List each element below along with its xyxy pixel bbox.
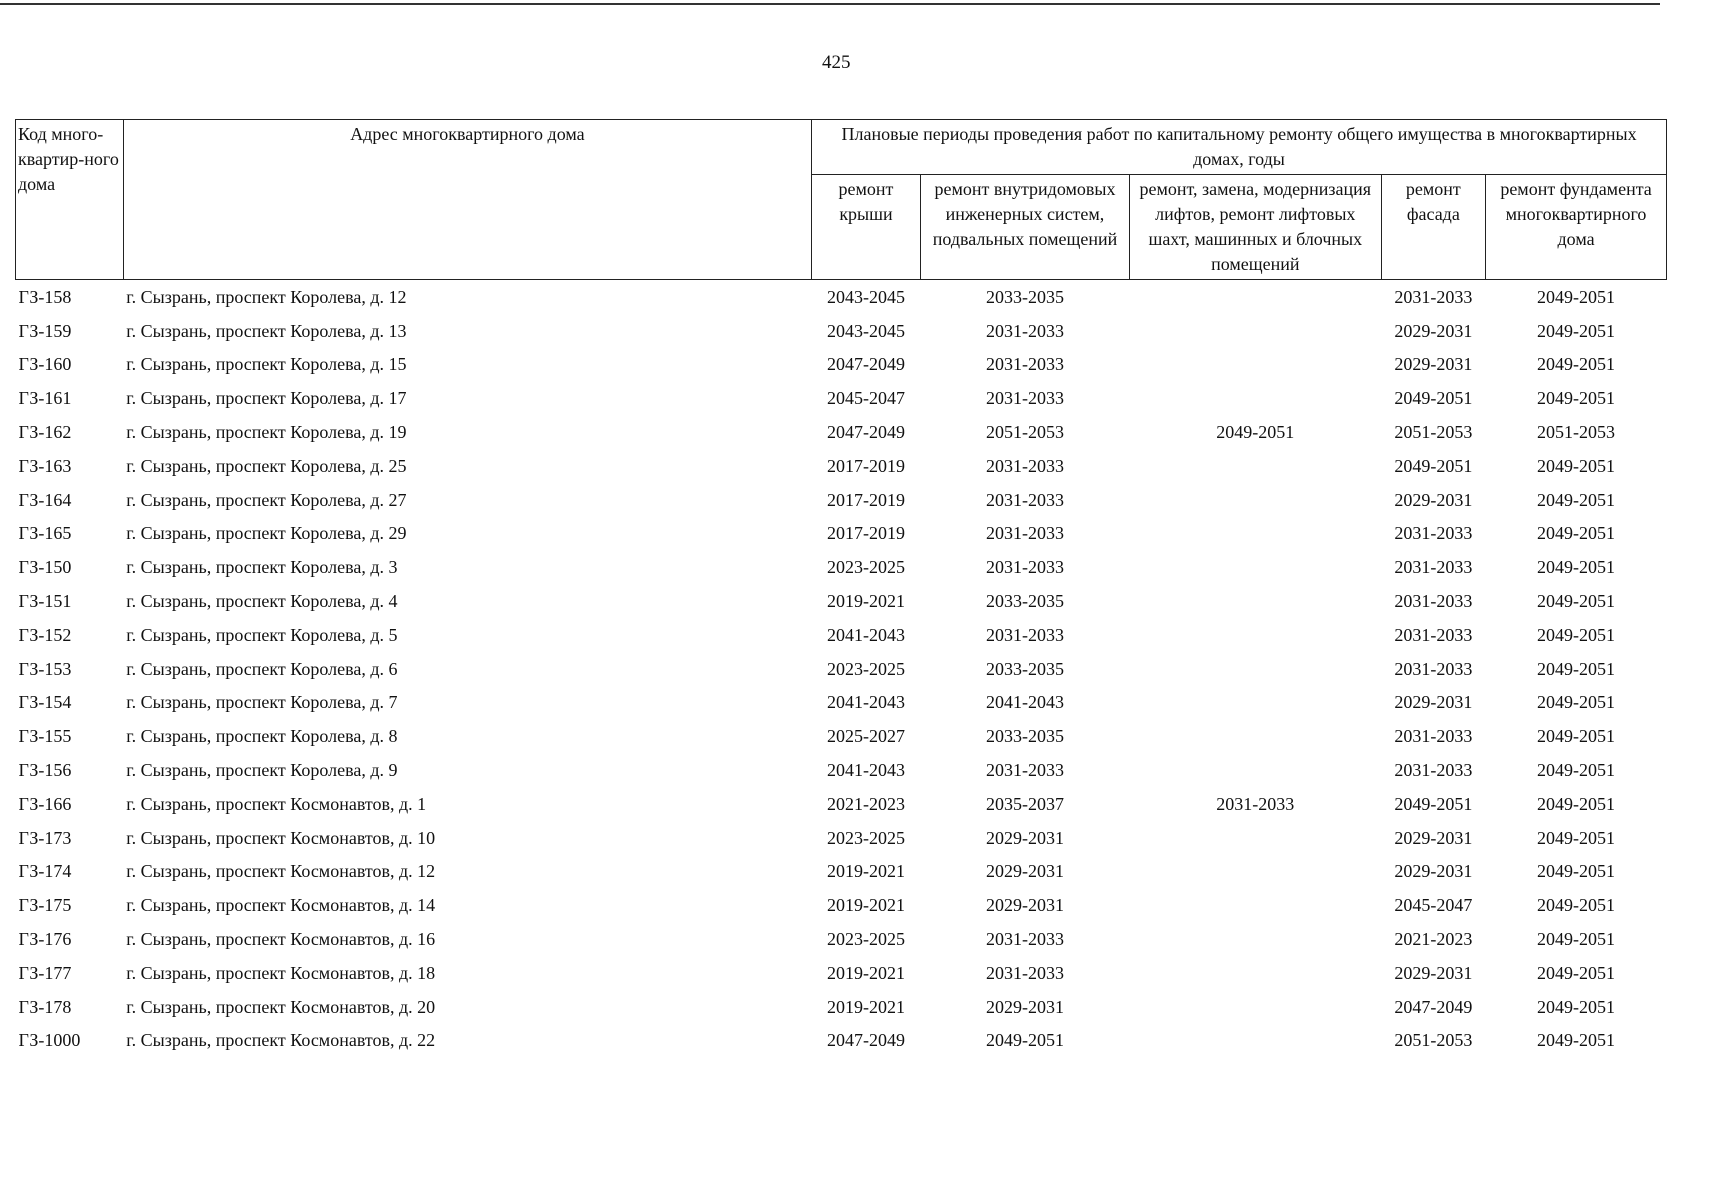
cell-foundation: 2049-2051	[1537, 726, 1616, 747]
table-row	[16, 855, 1667, 889]
cell-engineering: 2033-2035	[985, 286, 1064, 307]
cell-facade: 2051-2053	[1394, 1030, 1473, 1051]
cell-facade: 2031-2033	[1394, 624, 1473, 645]
table-row	[16, 1024, 1667, 1058]
cell-foundation: 2049-2051	[1537, 1030, 1616, 1051]
cell-engineering: 2029-2031	[985, 895, 1064, 916]
cell-code: ГЗ-161	[18, 388, 72, 409]
cell-code: ГЗ-178	[18, 996, 72, 1017]
cell-engineering: 2029-2031	[985, 827, 1064, 848]
cell-elevators	[1130, 483, 1382, 517]
cell-engineering: 2035-2037	[985, 793, 1064, 814]
cell-facade: 2029-2031	[1394, 962, 1473, 983]
repair-schedule-table	[15, 119, 1667, 1057]
cell-address: г. Сызрань, проспект Космонавтов, д. 16	[126, 929, 436, 950]
cell-elevators	[1130, 719, 1382, 753]
top-rule	[0, 3, 1660, 5]
table-row	[16, 483, 1667, 517]
cell-elevators	[1130, 584, 1382, 618]
cell-code: ГЗ-162	[18, 422, 72, 443]
cell-facade: 2049-2051	[1394, 793, 1473, 814]
cell-facade: 2029-2031	[1394, 320, 1473, 341]
cell-code: ГЗ-173	[18, 827, 72, 848]
cell-facade: 2029-2031	[1394, 692, 1473, 713]
cell-address: г. Сызрань, проспект Космонавтов, д. 22	[126, 1030, 436, 1051]
cell-foundation: 2049-2051	[1537, 624, 1616, 645]
cell-address: г. Сызрань, проспект Королева, д. 5	[126, 624, 398, 645]
table-row	[16, 449, 1667, 483]
cell-engineering: 2031-2033	[985, 760, 1064, 781]
cell-engineering: 2031-2033	[985, 624, 1064, 645]
cell-code: ГЗ-1000	[18, 1030, 81, 1051]
cell-roof: 2045-2047	[826, 388, 905, 409]
header-engineering: ремонт внутридомовых инженерных систем, подвальных помещений	[920, 175, 1129, 280]
cell-address: г. Сызрань, проспект Королева, д. 25	[126, 455, 407, 476]
cell-roof: 2019-2021	[826, 962, 905, 983]
cell-facade: 2049-2051	[1394, 388, 1473, 409]
cell-code: ГЗ-150	[18, 557, 72, 578]
cell-roof: 2019-2021	[826, 895, 905, 916]
cell-engineering: 2031-2033	[985, 354, 1064, 375]
table-row	[16, 821, 1667, 855]
cell-code: ГЗ-152	[18, 624, 72, 645]
table-header	[16, 120, 1667, 280]
cell-address: г. Сызрань, проспект Королева, д. 3	[126, 557, 398, 578]
cell-address: г. Сызрань, проспект Королева, д. 8	[126, 726, 398, 747]
cell-address: г. Сызрань, проспект Королева, д. 17	[126, 388, 407, 409]
cell-facade: 2029-2031	[1394, 354, 1473, 375]
cell-foundation: 2049-2051	[1537, 793, 1616, 814]
cell-address: г. Сызрань, проспект Королева, д. 27	[126, 489, 407, 510]
cell-elevators	[1130, 348, 1382, 382]
table-row	[16, 753, 1667, 787]
cell-elevators	[1130, 550, 1382, 584]
cell-elevators	[1130, 618, 1382, 652]
cell-foundation: 2049-2051	[1537, 591, 1616, 612]
cell-foundation: 2049-2051	[1537, 523, 1616, 544]
cell-engineering: 2031-2033	[985, 523, 1064, 544]
cell-code: ГЗ-164	[18, 489, 72, 510]
cell-engineering: 2031-2033	[985, 489, 1064, 510]
cell-foundation: 2049-2051	[1537, 996, 1616, 1017]
cell-facade: 2049-2051	[1394, 455, 1473, 476]
cell-foundation: 2049-2051	[1537, 827, 1616, 848]
cell-address: г. Сызрань, проспект Королева, д. 6	[126, 658, 398, 679]
cell-roof: 2023-2025	[826, 827, 905, 848]
table-body	[16, 280, 1667, 1058]
cell-elevators	[1130, 449, 1382, 483]
cell-address: г. Сызрань, проспект Космонавтов, д. 18	[126, 962, 436, 983]
cell-elevators: 2049-2051	[1216, 422, 1295, 443]
cell-roof: 2023-2025	[826, 658, 905, 679]
cell-roof: 2047-2049	[826, 1030, 905, 1051]
cell-code: ГЗ-174	[18, 861, 72, 882]
cell-facade: 2031-2033	[1394, 286, 1473, 307]
cell-engineering: 2031-2033	[985, 388, 1064, 409]
table-row	[16, 652, 1667, 686]
cell-foundation: 2049-2051	[1537, 455, 1616, 476]
cell-elevators	[1130, 517, 1382, 551]
cell-address: г. Сызрань, проспект Космонавтов, д. 14	[126, 895, 436, 916]
cell-roof: 2041-2043	[826, 760, 905, 781]
cell-address: г. Сызрань, проспект Королева, д. 9	[126, 760, 398, 781]
cell-foundation: 2049-2051	[1537, 658, 1616, 679]
cell-elevators	[1130, 280, 1382, 314]
cell-facade: 2031-2033	[1394, 658, 1473, 679]
cell-engineering: 2029-2031	[985, 861, 1064, 882]
cell-engineering: 2033-2035	[985, 726, 1064, 747]
cell-roof: 2017-2019	[826, 523, 905, 544]
header-code: Код много-квартир-ного дома	[16, 120, 124, 280]
cell-facade: 2021-2023	[1394, 929, 1473, 950]
cell-foundation: 2049-2051	[1537, 962, 1616, 983]
cell-elevators	[1130, 821, 1382, 855]
cell-elevators	[1130, 686, 1382, 720]
table-row	[16, 550, 1667, 584]
cell-code: ГЗ-151	[18, 591, 72, 612]
cell-roof: 2043-2045	[826, 286, 905, 307]
table-row	[16, 922, 1667, 956]
cell-code: ГЗ-155	[18, 726, 72, 747]
cell-code: ГЗ-156	[18, 760, 72, 781]
cell-address: г. Сызрань, проспект Королева, д. 12	[126, 286, 407, 307]
cell-elevators	[1130, 855, 1382, 889]
cell-address: г. Сызрань, проспект Королева, д. 19	[126, 422, 407, 443]
cell-roof: 2019-2021	[826, 861, 905, 882]
cell-code: ГЗ-177	[18, 962, 72, 983]
cell-roof: 2047-2049	[826, 422, 905, 443]
cell-code: ГЗ-165	[18, 523, 72, 544]
header-facade: ремонт фасада	[1381, 175, 1486, 280]
header-address: Адрес многоквартирного дома	[123, 120, 811, 280]
cell-elevators	[1130, 1024, 1382, 1058]
cell-address: г. Сызрань, проспект Космонавтов, д. 12	[126, 861, 436, 882]
table-row	[16, 686, 1667, 720]
cell-facade: 2029-2031	[1394, 827, 1473, 848]
table-row	[16, 719, 1667, 753]
cell-foundation: 2051-2053	[1537, 422, 1616, 443]
table-row	[16, 381, 1667, 415]
cell-facade: 2031-2033	[1394, 523, 1473, 544]
cell-facade: 2031-2033	[1394, 557, 1473, 578]
cell-code: ГЗ-160	[18, 354, 72, 375]
table-row	[16, 990, 1667, 1024]
cell-code: ГЗ-158	[18, 286, 72, 307]
cell-roof: 2019-2021	[826, 591, 905, 612]
cell-code: ГЗ-163	[18, 455, 72, 476]
cell-roof: 2023-2025	[826, 557, 905, 578]
table-row	[16, 517, 1667, 551]
cell-elevators	[1130, 922, 1382, 956]
table-row	[16, 956, 1667, 990]
cell-elevators	[1130, 753, 1382, 787]
cell-foundation: 2049-2051	[1537, 929, 1616, 950]
cell-engineering: 2049-2051	[985, 1030, 1064, 1051]
table-row	[16, 280, 1667, 314]
cell-engineering: 2031-2033	[985, 320, 1064, 341]
page-number: 425	[822, 52, 851, 73]
cell-facade: 2047-2049	[1394, 996, 1473, 1017]
header-periods-group: Плановые периоды проведения работ по капитальному ремонту общего имущества в многоквартирных домах, годы	[812, 120, 1667, 175]
cell-facade: 2031-2033	[1394, 760, 1473, 781]
cell-facade: 2029-2031	[1394, 861, 1473, 882]
cell-foundation: 2049-2051	[1537, 354, 1616, 375]
cell-facade: 2051-2053	[1394, 422, 1473, 443]
cell-facade: 2031-2033	[1394, 726, 1473, 747]
cell-roof: 2041-2043	[826, 692, 905, 713]
cell-engineering: 2031-2033	[985, 929, 1064, 950]
cell-address: г. Сызрань, проспект Королева, д. 29	[126, 523, 407, 544]
cell-address: г. Сызрань, проспект Космонавтов, д. 10	[126, 827, 436, 848]
cell-foundation: 2049-2051	[1537, 557, 1616, 578]
cell-elevators	[1130, 888, 1382, 922]
cell-engineering: 2033-2035	[985, 591, 1064, 612]
cell-foundation: 2049-2051	[1537, 861, 1616, 882]
cell-roof: 2043-2045	[826, 320, 905, 341]
cell-code: ГЗ-153	[18, 658, 72, 679]
cell-roof: 2021-2023	[826, 793, 905, 814]
header-foundation: ремонт фундамента многоквартирного дома	[1486, 175, 1667, 280]
cell-elevators	[1130, 652, 1382, 686]
cell-facade: 2045-2047	[1394, 895, 1473, 916]
cell-elevators	[1130, 381, 1382, 415]
cell-address: г. Сызрань, проспект Космонавтов, д. 1	[126, 793, 427, 814]
cell-engineering: 2029-2031	[985, 996, 1064, 1017]
cell-code: ГЗ-154	[18, 692, 72, 713]
table-row	[16, 618, 1667, 652]
cell-elevators	[1130, 314, 1382, 348]
cell-address: г. Сызрань, проспект Королева, д. 4	[126, 591, 398, 612]
cell-elevators: 2031-2033	[1216, 793, 1295, 814]
cell-foundation: 2049-2051	[1537, 760, 1616, 781]
cell-engineering: 2031-2033	[985, 557, 1064, 578]
table-row	[16, 314, 1667, 348]
cell-elevators	[1130, 990, 1382, 1024]
cell-code: ГЗ-176	[18, 929, 72, 950]
cell-foundation: 2049-2051	[1537, 489, 1616, 510]
cell-foundation: 2049-2051	[1537, 320, 1616, 341]
header-elevators: ремонт, замена, модернизация лифтов, ремонт лифтовых шахт, машинных и блочных помещений	[1130, 175, 1382, 280]
table-row	[16, 888, 1667, 922]
header-roof: ремонт крыши	[812, 175, 921, 280]
cell-foundation: 2049-2051	[1537, 895, 1616, 916]
cell-engineering: 2041-2043	[985, 692, 1064, 713]
cell-address: г. Сызрань, проспект Космонавтов, д. 20	[126, 996, 436, 1017]
table-row	[16, 348, 1667, 382]
cell-engineering: 2031-2033	[985, 962, 1064, 983]
cell-roof: 2047-2049	[826, 354, 905, 375]
cell-foundation: 2049-2051	[1537, 692, 1616, 713]
cell-roof: 2023-2025	[826, 929, 905, 950]
cell-roof: 2017-2019	[826, 455, 905, 476]
cell-code: ГЗ-166	[18, 793, 72, 814]
cell-foundation: 2049-2051	[1537, 286, 1616, 307]
table-row	[16, 415, 1667, 449]
cell-foundation: 2049-2051	[1537, 388, 1616, 409]
cell-engineering: 2051-2053	[985, 422, 1064, 443]
cell-elevators	[1130, 956, 1382, 990]
cell-code: ГЗ-159	[18, 320, 72, 341]
cell-roof: 2017-2019	[826, 489, 905, 510]
cell-roof: 2041-2043	[826, 624, 905, 645]
cell-roof: 2019-2021	[826, 996, 905, 1017]
table-row	[16, 584, 1667, 618]
cell-address: г. Сызрань, проспект Королева, д. 15	[126, 354, 407, 375]
cell-engineering: 2031-2033	[985, 455, 1064, 476]
cell-address: г. Сызрань, проспект Королева, д. 7	[126, 692, 398, 713]
cell-facade: 2029-2031	[1394, 489, 1473, 510]
cell-address: г. Сызрань, проспект Королева, д. 13	[126, 320, 407, 341]
cell-roof: 2025-2027	[826, 726, 905, 747]
cell-code: ГЗ-175	[18, 895, 72, 916]
table-row	[16, 787, 1667, 821]
cell-engineering: 2033-2035	[985, 658, 1064, 679]
cell-facade: 2031-2033	[1394, 591, 1473, 612]
